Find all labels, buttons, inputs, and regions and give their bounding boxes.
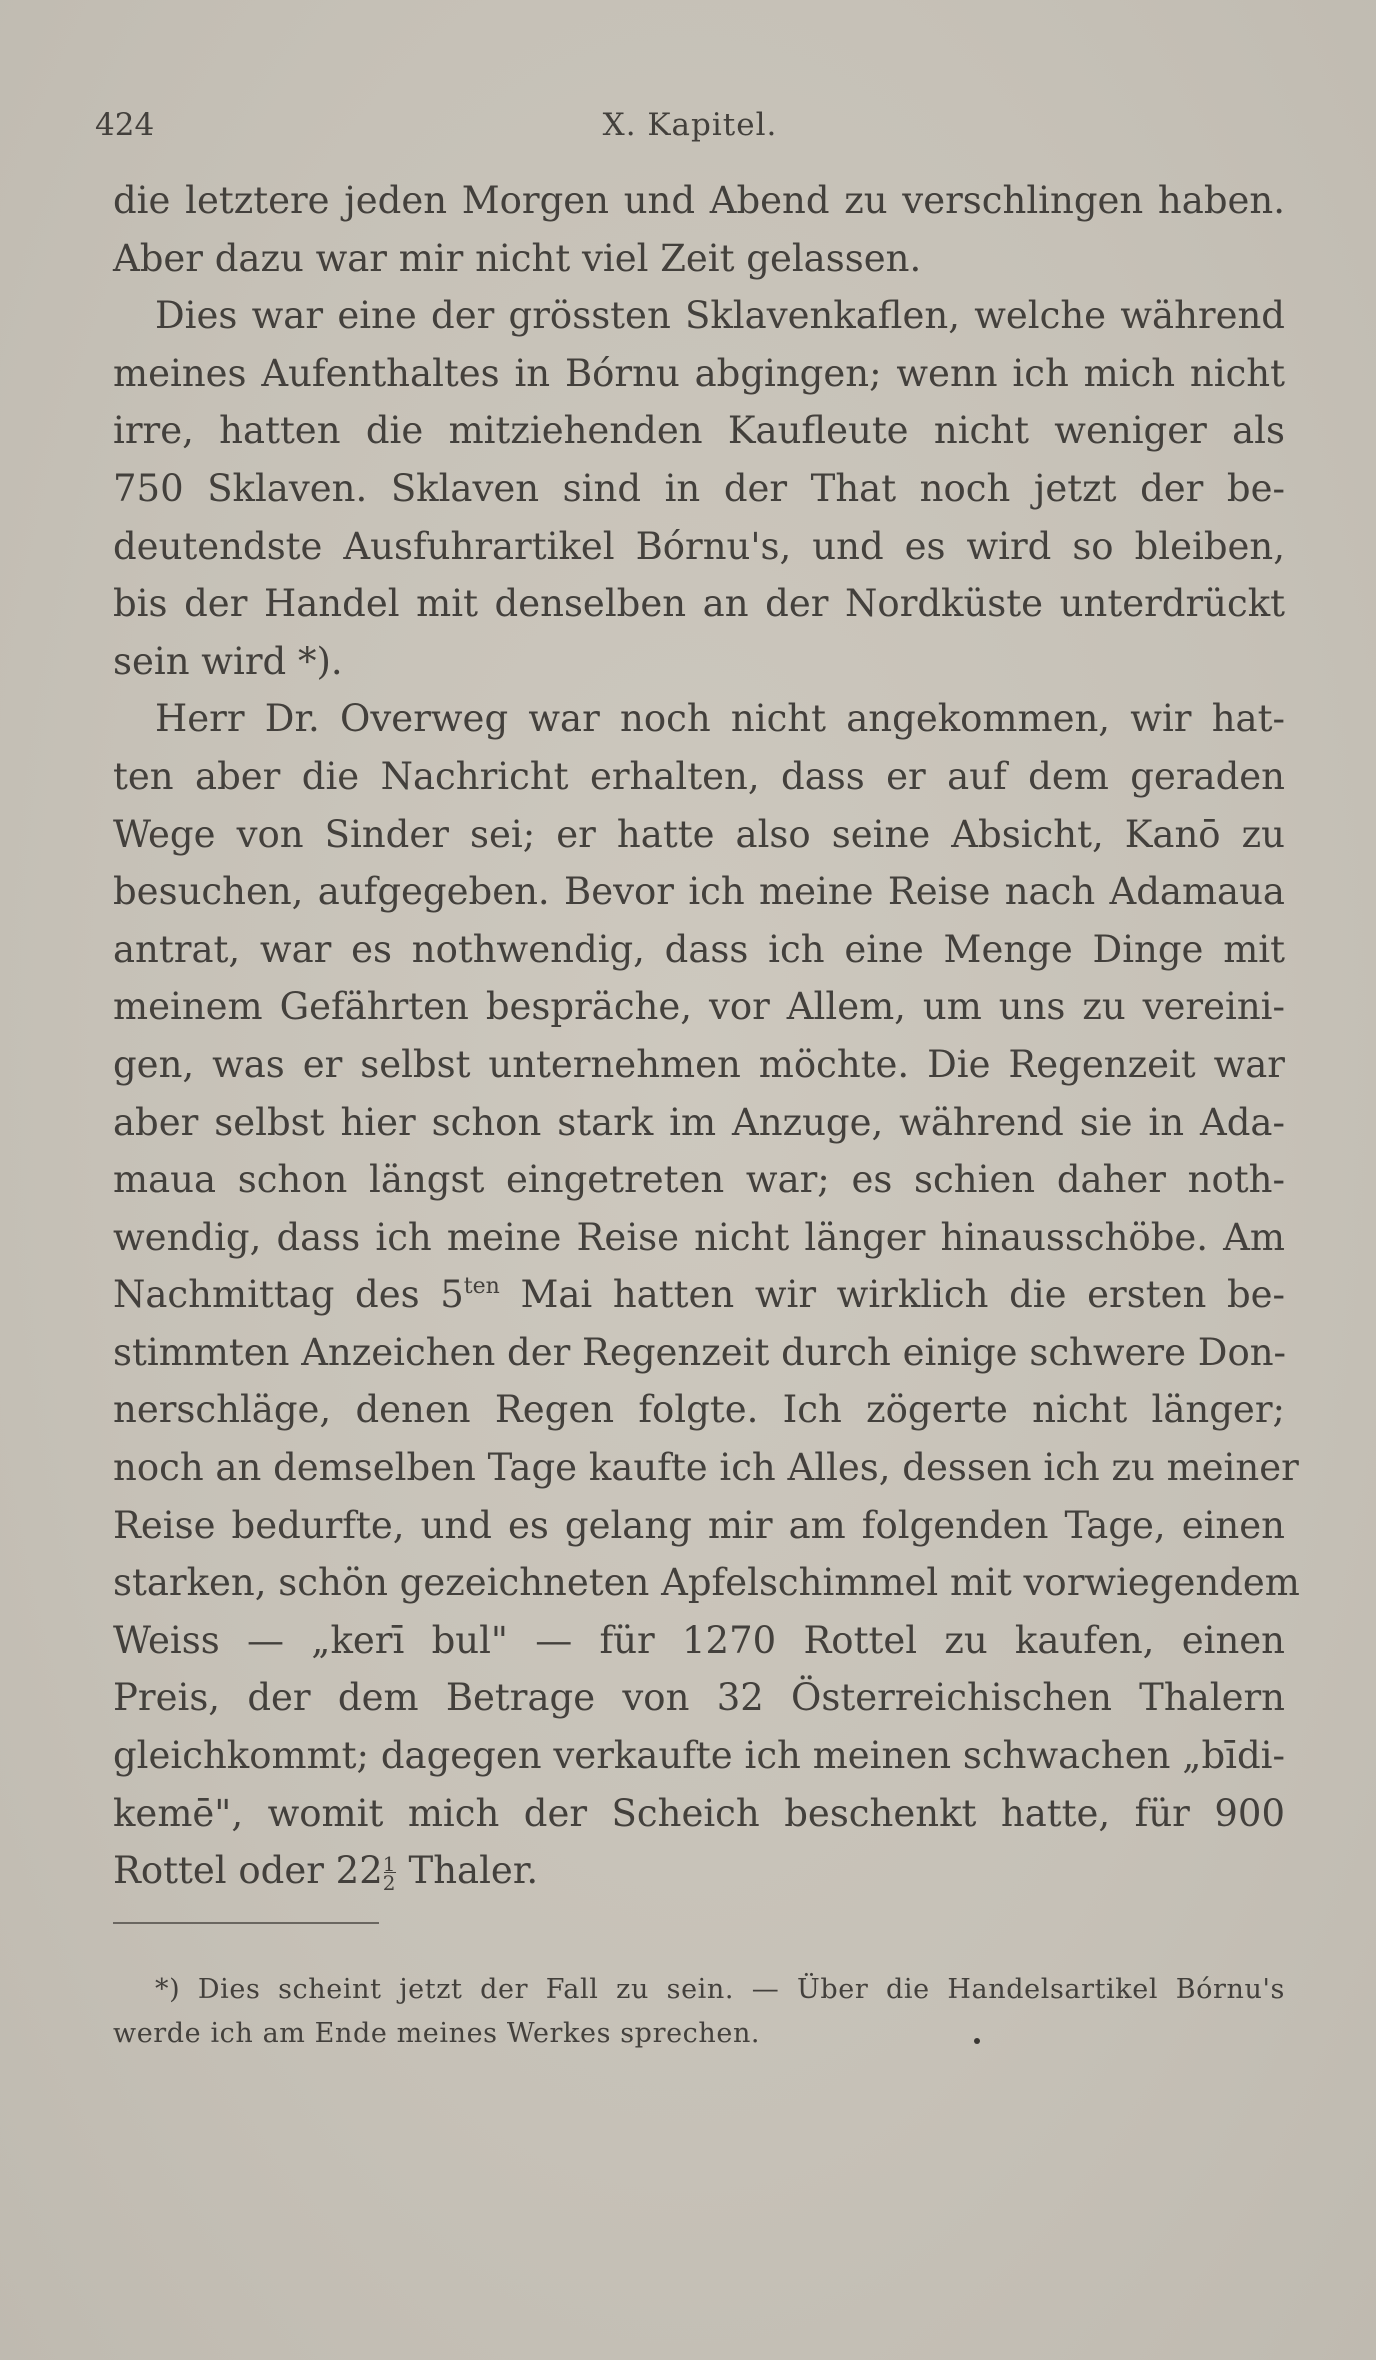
fraction: [382, 1852, 397, 1896]
text-line: Herr Dr. Overweg war noch nicht angekommen, wir hat-: [155, 697, 1285, 741]
page-header: [95, 100, 1285, 150]
fraction-denominator: 2: [382, 1871, 396, 1896]
footnotes: [113, 1968, 1285, 2056]
text-segment: Mai hatten wir wirklich die ersten be-: [520, 1273, 1286, 1317]
text-line: ten aber die Nachricht erhalten, dass er auf dem geraden: [113, 754, 1285, 798]
text-line: maua schon längst eingetreten war; es schien daher noth-: [113, 1158, 1285, 1202]
text-line: noch an demselben Tage kaufte ich Alles, dessen ich zu meiner: [113, 1446, 1299, 1490]
text-line: kemē", womit mich der Scheich beschenkt hatte, für 900: [113, 1791, 1285, 1835]
page-number: 424: [95, 107, 155, 143]
text-line: Preis, der dem Betrage von 32 Österreichischen Thalern: [113, 1676, 1285, 1720]
text-line: [113, 1266, 1285, 1324]
fraction-numerator: 1: [382, 1852, 396, 1877]
text-segment: Thaler.: [408, 1849, 539, 1893]
text-line: Dies war eine der grössten Sklavenkaflen, welche während: [155, 294, 1285, 338]
text-line: Reise bedurfte, und es gelang mir am folgenden Tage, einen: [113, 1503, 1285, 1547]
text-line: Wege von Sinder sei; er hatte also seine Absicht, Kanō zu: [113, 812, 1285, 856]
text-line: aber selbst hier schon stark im Anzuge, während sie in Ada-: [113, 1100, 1285, 1144]
text-line: [113, 1842, 1285, 1900]
text-line: antrat, war es nothwendig, dass ich eine Menge Dinge mit: [113, 927, 1285, 971]
text-segment: Rottel oder 22: [113, 1849, 383, 1893]
text-line: die letztere jeden Morgen und Abend zu verschlingen haben.: [113, 179, 1285, 222]
text-line: sein wird *).: [113, 639, 343, 683]
text-line: starken, schön gezeichneten Apfelschimmel mit vorwiegendem: [113, 1561, 1300, 1605]
date-number: 5: [440, 1273, 464, 1317]
text-line: Weiss — „kerī bul" — für 1270 Rottel zu kaufen, einen: [113, 1618, 1285, 1662]
footnote-line: *) Dies scheint jetzt der Fall zu sein. — Über die Handelsartikel Bórnu's: [155, 1974, 1285, 2005]
body-text: [113, 172, 1300, 1900]
date-suffix: ten: [463, 1274, 500, 1300]
text-line: stimmten Anzeichen der Regenzeit durch einige schwere Don-: [113, 1330, 1287, 1374]
text-line: gen, was er selbst unternehmen möchte. Die Regenzeit war: [113, 1042, 1285, 1086]
text-line: meines Aufenthaltes in Bórnu abgingen; wenn ich mich nicht: [113, 351, 1285, 395]
text-line: meinem Gefährten bespräche, vor Allem, um uns zu vereini-: [113, 985, 1285, 1029]
text-line: besuchen, aufgegeben. Bevor ich meine Reise nach Adamaua: [113, 870, 1285, 914]
text-line: wendig, dass ich meine Reise nicht länger hinausschöbe. Am: [113, 1215, 1285, 1259]
ink-speck: [974, 2038, 980, 2044]
text-line: irre, hatten die mitziehenden Kaufleute nicht weniger als: [113, 409, 1285, 453]
text-line: gleichkommt; dagegen verkaufte ich meinen schwachen „bīdi-: [113, 1734, 1285, 1778]
text-line: Aber dazu war mir nicht viel Zeit gelassen.: [113, 236, 922, 280]
text-segment: Nachmittag des: [113, 1273, 420, 1317]
text-line: deutendste Ausfuhrartikel Bórnu's, und es wird so bleiben,: [113, 524, 1285, 568]
footnote-divider: [113, 1922, 379, 1924]
text-line: 750 Sklaven. Sklaven sind in der That noch jetzt der be-: [113, 466, 1285, 510]
text-line: bis der Handel mit denselben an der Nordküste unterdrückt: [113, 582, 1285, 626]
text-line: nerschläge, denen Regen folgte. Ich zögerte nicht länger;: [113, 1388, 1285, 1432]
footnote-line: werde ich am Ende meines Werkes sprechen.: [113, 2018, 761, 2049]
running-title: X. Kapitel.: [602, 107, 778, 143]
